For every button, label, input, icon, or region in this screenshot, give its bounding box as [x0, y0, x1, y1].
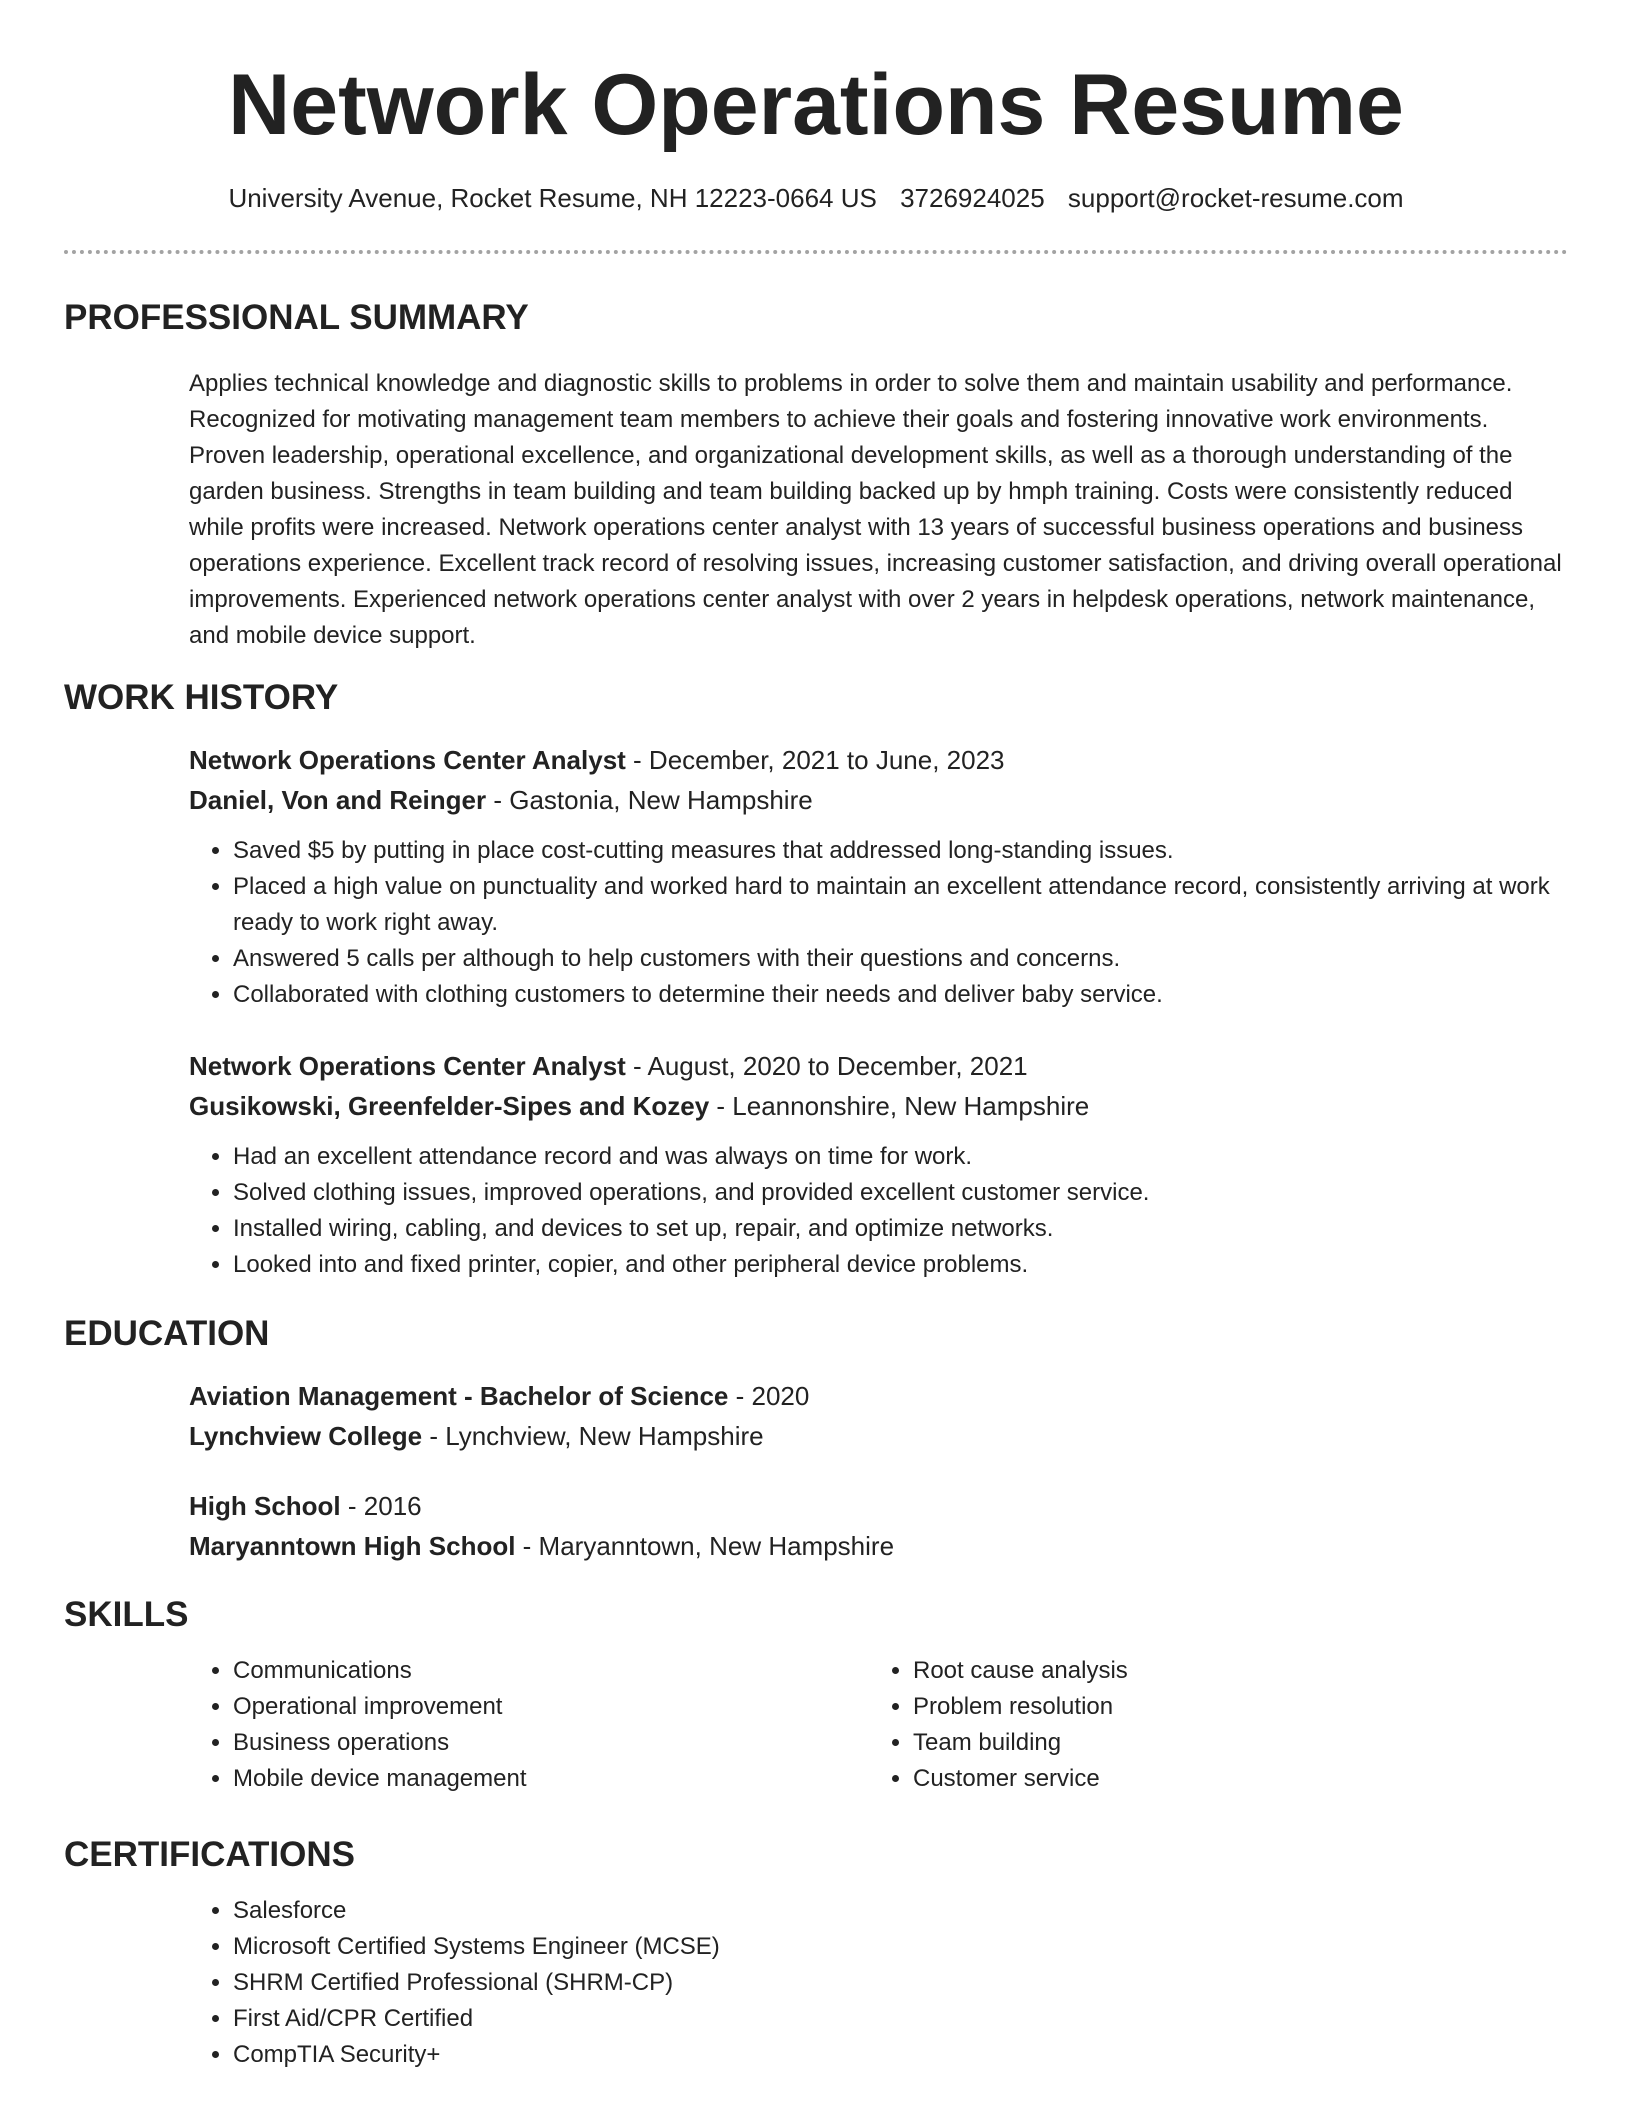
skill-item: • Business operations: [233, 1725, 869, 1761]
degree-year: - 2016: [340, 1491, 422, 1521]
job-company-line: [189, 780, 1569, 820]
job-position: Network Operations Center Analyst: [189, 1051, 626, 1081]
resume-title: Network Operations Resume: [228, 57, 1404, 153]
skill-item: • Operational improvement: [233, 1689, 869, 1725]
degree: Aviation Management - Bachelor of Science: [189, 1381, 729, 1411]
job-location: - Gastonia, New Hampshire: [486, 785, 813, 815]
header-divider: [64, 250, 1568, 254]
school: Maryanntown High School: [189, 1531, 516, 1561]
list-item: • Answered 5 calls per although to help customers with their questions and concerns.: [233, 941, 1569, 977]
contact-email[interactable]: support@rocket-resume.com: [1067, 183, 1404, 213]
degree-line: [189, 1376, 1569, 1416]
school-location: - Maryanntown, New Hampshire: [515, 1531, 895, 1561]
skills-list-right: [869, 1653, 1549, 1797]
job-location: - Leannonshire, New Hampshire: [709, 1091, 1090, 1121]
school-line: [189, 1526, 1569, 1566]
list-item: • Had an excellent attendance record and was always on time for work.: [233, 1139, 1569, 1175]
list-item: • Saved $5 by putting in place cost-cutting measures that addressed long-standing issues.: [233, 833, 1569, 869]
school: Lynchview College: [189, 1421, 423, 1451]
job-title-line: [189, 1046, 1569, 1086]
section-title-summary: PROFESSIONAL SUMMARY: [64, 298, 529, 337]
section-title-skills: SKILLS: [64, 1595, 189, 1634]
degree-year: - 2020: [728, 1381, 810, 1411]
degree: High School: [189, 1491, 341, 1521]
degree-line: [189, 1486, 1569, 1526]
section-title-certifications: CERTIFICATIONS: [64, 1835, 356, 1874]
list-item: • Installed wiring, cabling, and devices to set up, repair, and optimize networks.: [233, 1211, 1569, 1247]
certification-item: • CompTIA Security+: [233, 2037, 1569, 2073]
contact-line: [0, 180, 1632, 216]
list-item: • Looked into and fixed printer, copier, and other peripheral device problems.: [233, 1247, 1569, 1283]
job-position: Network Operations Center Analyst: [189, 745, 626, 775]
section-title-work-history: WORK HISTORY: [64, 678, 339, 717]
job-dates: - December, 2021 to June, 2023: [625, 745, 1005, 775]
job-2-bullets: [189, 1139, 1569, 1283]
skill-item: • Problem resolution: [913, 1689, 1549, 1725]
skill-item: • Customer service: [913, 1761, 1549, 1797]
certification-item: • Microsoft Certified Systems Engineer (MCSE): [233, 1929, 1569, 1965]
list-item: • Placed a high value on punctuality and worked hard to maintain an excellent attendance record, consistently arriving at work ready to work right away.: [233, 869, 1569, 941]
contact-phone: 3726924025: [900, 183, 1045, 213]
certification-item: • SHRM Certified Professional (SHRM-CP): [233, 1965, 1569, 2001]
list-item: • Solved clothing issues, improved operations, and provided excellent customer service.: [233, 1175, 1569, 1211]
job-title-line: [189, 740, 1569, 780]
contact-address: University Avenue, Rocket Resume, NH 12223-0664 US: [228, 183, 877, 213]
skill-item: • Communications: [233, 1653, 869, 1689]
list-item: • Collaborated with clothing customers to determine their needs and deliver baby service.: [233, 977, 1569, 1013]
section-title-education: EDUCATION: [64, 1314, 270, 1353]
job-company: Daniel, Von and Reinger: [189, 785, 487, 815]
skill-item: • Mobile device management: [233, 1761, 869, 1797]
school-location: - Lynchview, New Hampshire: [422, 1421, 764, 1451]
education-entry-1: [189, 1376, 1569, 1456]
skill-item: • Root cause analysis: [913, 1653, 1549, 1689]
job-company: Gusikowski, Greenfelder-Sipes and Kozey: [189, 1091, 710, 1121]
job-entry-2: [189, 1046, 1569, 1126]
job-dates: - August, 2020 to December, 2021: [625, 1051, 1028, 1081]
certification-item: • Salesforce: [233, 1893, 1569, 1929]
skill-item: • Team building: [913, 1725, 1549, 1761]
certification-item: • First Aid/CPR Certified: [233, 2001, 1569, 2037]
job-company-line: [189, 1086, 1569, 1126]
school-line: [189, 1416, 1569, 1456]
summary-text: Applies technical knowledge and diagnostic skills to problems in order to solve them and maintain usability and performance. Recognized for motivating management team members to achieve their goals and fostering innovative work environments. Proven leadership, operational excellence, and organizational development skills, as well as a thorough understanding of the garden business. Strengths in team building and team building backed up by hmph training. Costs were consistently reduced while profits were increased. Network operations center analyst with 13 years of successful business operations and business operations experience. Excellent track record of resolving issues, increasing customer satisfaction, and driving overall operational improvements. Experienced network operations center analyst with over 2 years in helpdesk operations, network maintenance, and mobile device support.: [189, 370, 1562, 649]
job-entry-1: [189, 740, 1569, 820]
job-1-bullets: [189, 833, 1569, 1013]
certifications-list: [189, 1893, 1569, 2073]
skills-list-left: [189, 1653, 869, 1797]
education-entry-2: [189, 1486, 1569, 1566]
